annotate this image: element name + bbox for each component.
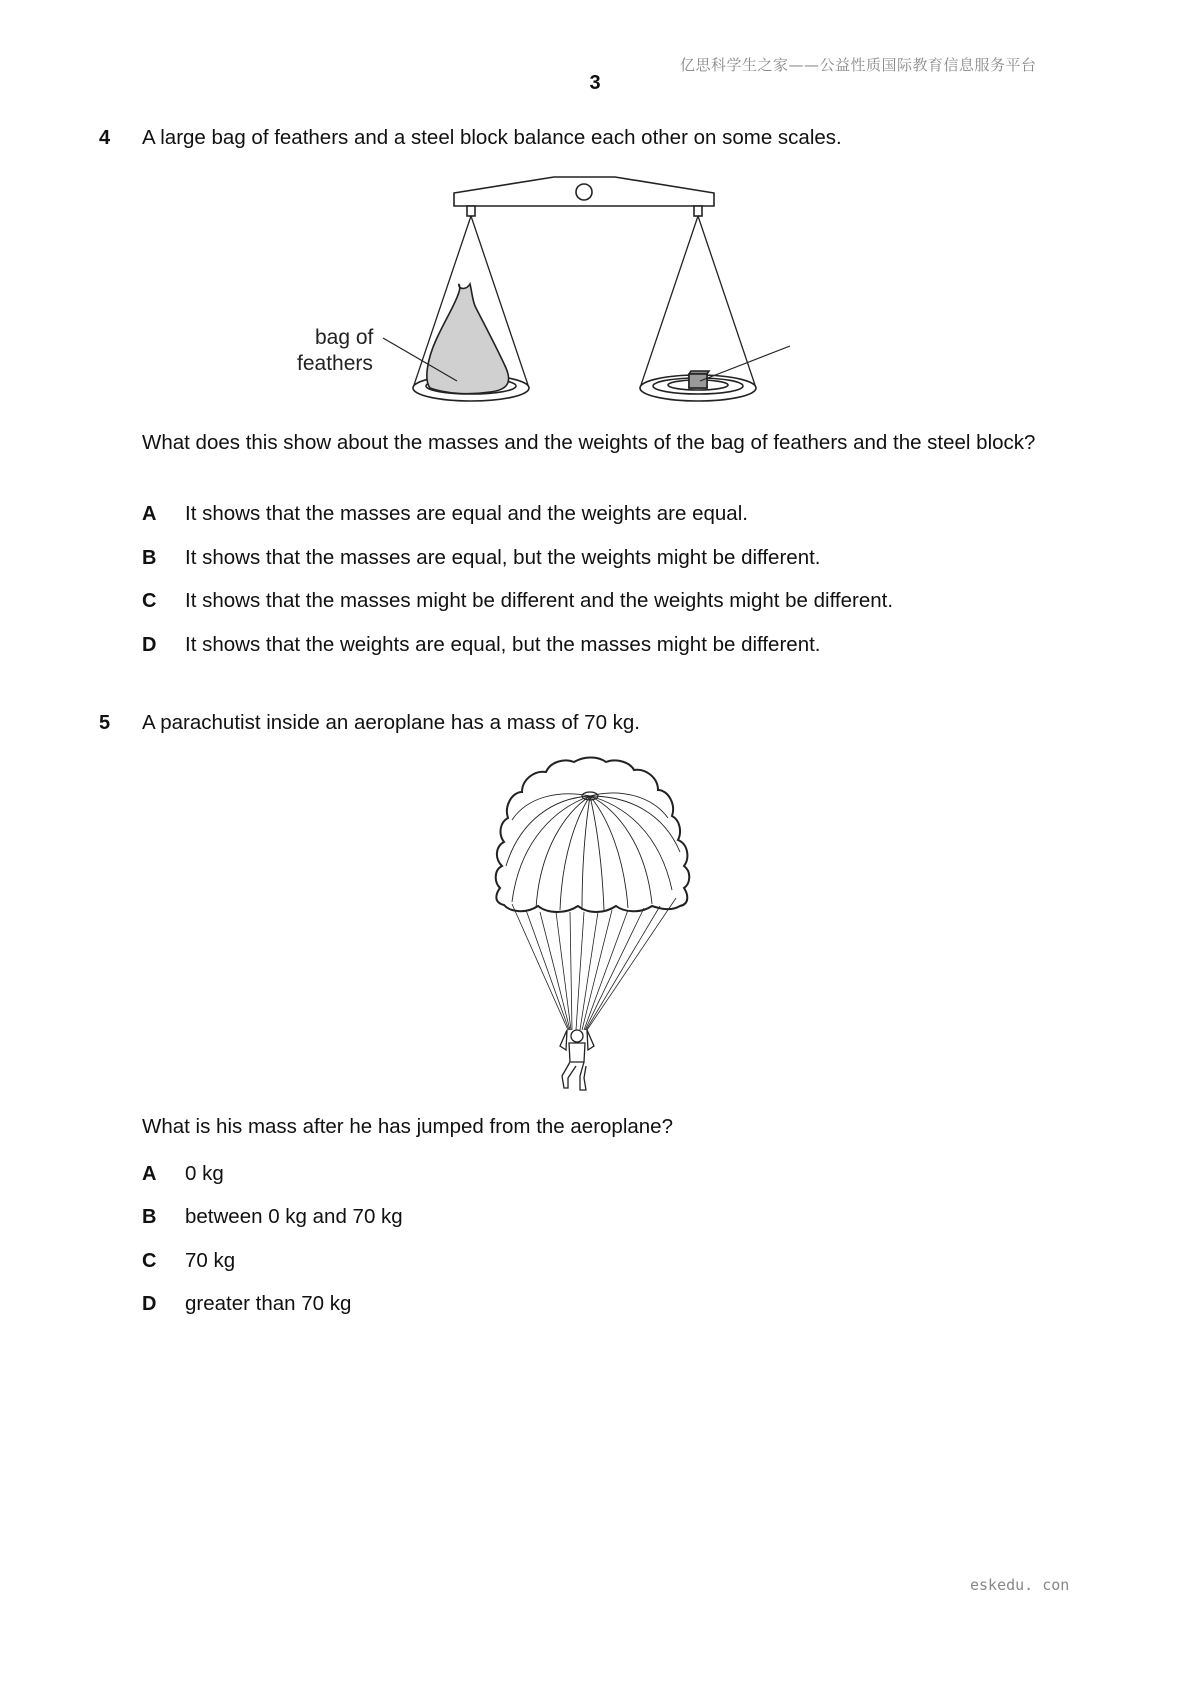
q5-option-d-letter: D [142,1293,157,1315]
suspension-lines [512,898,676,1030]
q5-option-a-letter: A [142,1163,157,1185]
q4-option-a-text: It shows that the masses are equal and the weights are equal. [185,502,748,525]
question-5-stem: A parachutist inside an aeroplane has a mass of 70 kg. [142,711,641,734]
question-5-prompt: What is his mass after he has jumped from the aeroplane? [142,1115,673,1138]
q4-option-b-letter: B [142,547,157,569]
q4-option-d-letter: D [142,634,157,656]
question-4-prompt: What does this show about the masses and the weights of the bag of feathers and the steel block? [142,431,1036,454]
bag-label-line1: bag of [315,326,374,349]
bag-label-line2: feathers [297,352,373,375]
q5-option-a-text: 0 kg [185,1162,224,1185]
q5-option-d-text: greater than 70 kg [185,1292,352,1315]
page-number: 3 [589,72,601,94]
footer-site-text: eskedu. con [970,1576,1070,1594]
q5-option-c-text: 70 kg [185,1249,236,1272]
header-site-text: 亿思科学生之家——公益性质国际教育信息服务平台 [680,56,1037,74]
question-5-number: 5 [99,712,111,734]
parachutist [560,1030,594,1090]
q4-option-a-letter: A [142,503,157,525]
q4-option-b-text: It shows that the masses are equal, but the weights might be different. [185,546,821,569]
q5-option-c-letter: C [142,1250,157,1272]
parachute-canopy [496,758,690,913]
q5-option-b-text: between 0 kg and 70 kg [185,1205,403,1228]
question-4-stem: A large bag of feathers and a steel block balance each other on some scales. [142,126,842,149]
q4-option-d-text: It shows that the weights are equal, but the masses might be different. [185,633,821,656]
q5-option-b-letter: B [142,1206,157,1228]
q4-option-c-text: It shows that the masses might be different and the weights might be different. [185,589,894,612]
q4-option-c-letter: C [142,590,157,612]
question-4-number: 4 [99,127,111,149]
